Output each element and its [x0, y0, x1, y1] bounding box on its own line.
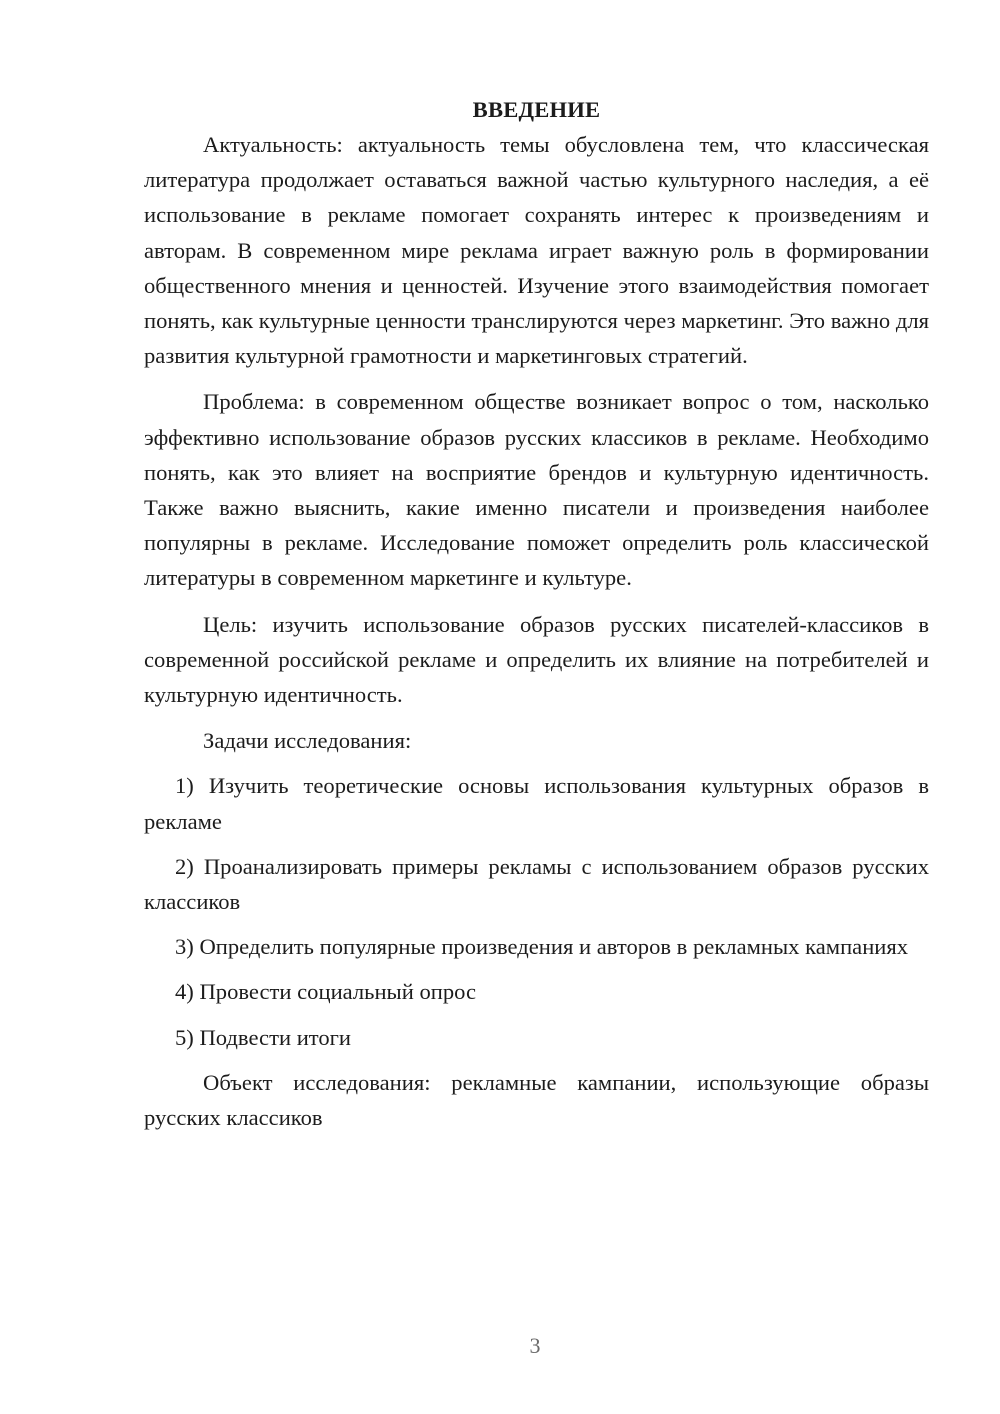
relevance-paragraph: Актуальность: актуальность темы обусловлена тем, что классическая литература продолжает оставаться важной частью культурного наследия, а её использование в рекламе помогает сохранять интерес к произведениям и авторам. В современном мире реклама играет важную роль в формировании общественного мнения и ценностей. Изучение этого взаимодействия помогает понять, как культурные ценности транслируются через маркетинг. Это важно для развития культурной грамотности и маркетинговых стратегий. — [144, 132, 929, 369]
problem-paragraph: Проблема: в современном обществе возникает вопрос о том, насколько эффективно использование образов русских классиков в рекламе. Необходимо понять, как это влияет на восприятие брендов и культурную идентичность. Также важно выяснить, какие именно писатели и произведения наиболее популярны в рекламе. Исследование поможет определить роль классической литературы в современном маркетинге и культуре. — [144, 389, 929, 591]
list-item: 3) Определить популярные произведения и авторов в рекламных кампаниях — [175, 934, 909, 960]
goal-paragraph: Цель: изучить использование образов русских писателей-классиков в современной российской рекламе и определить их влияние на потребителей и культурную идентичность. — [144, 611, 929, 708]
list-item: 1) Изучить теоретические основы использования культурных образов в рекламе — [144, 773, 929, 834]
tasks-list — [144, 768, 929, 1054]
document-body — [144, 92, 929, 1135]
list-item: 4) Провести социальный опрос — [175, 979, 477, 1005]
list-item: 2) Проанализировать примеры рекламы с использованием образов русских классиков — [144, 853, 929, 915]
tasks-heading: Задачи исследования: — [203, 728, 412, 754]
section-heading: ВВЕДЕНИЕ — [472, 97, 601, 122]
object-paragraph: Объект исследования: рекламные кампании, использующие образы русских классиков — [144, 1069, 929, 1131]
page-number: 3 — [529, 1333, 541, 1358]
list-item: 5) Подвести итоги — [175, 1024, 352, 1050]
